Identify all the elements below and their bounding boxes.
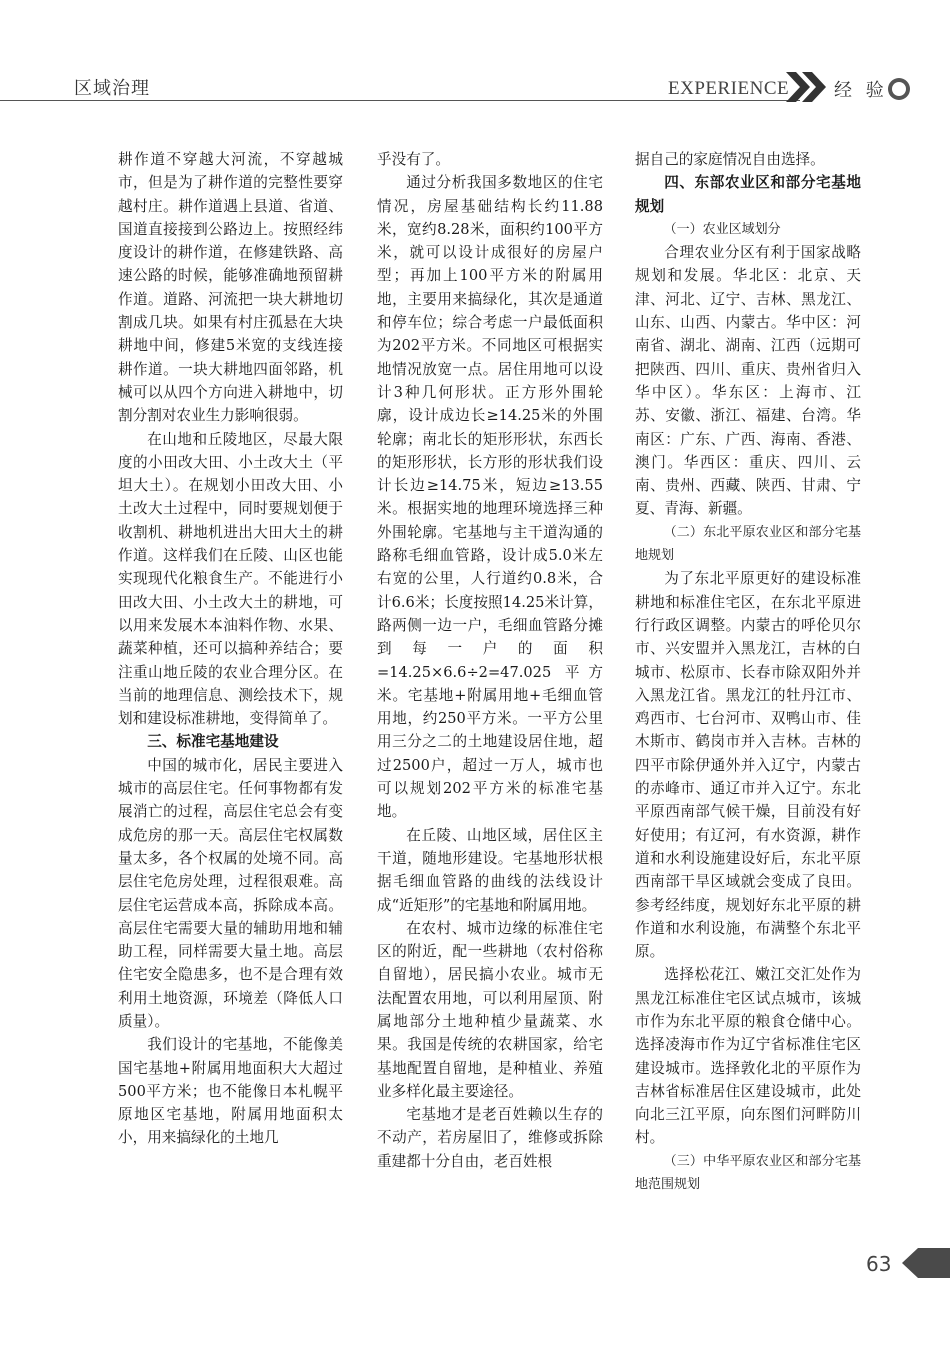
header-divider (0, 100, 800, 101)
section-heading: （一）农业区域划分 (663, 221, 781, 237)
article-column-2 (377, 148, 603, 1173)
body-paragraph: 宅基地才是老百姓赖以生存的不动产，若房屋旧了，维修或拆除重建都十分自由，老百姓根 (377, 1106, 603, 1170)
body-paragraph: 耕作道不穿越大河流，不穿越城市，但是为了耕作道的完整性要穿越村庄。耕作道遇上县道、省道、国道直接接到公路边上。按照经纬度设计的耕作道，在修建铁路、高速公路的时候，能够准确地预留耕作道。道路、河流把一块大耕地切割成几块。如果有村庄孤悬在大块耕地中间，修建5米宽的支线连接耕作道。一块大耕地四面邻路，机械可以从四个方向进入耕地中，切割分割对农业生力影响很弱。 (118, 151, 343, 425)
body-paragraph: 中国的城市化，居民主要进入城市的高层住宅。任何事物都有发展消亡的过程，高层住宅总会有变成危房的那一天。高层住宅权属数量太多，各个权属的处境不同。高层住宅危房处理，过程很艰难。高层住宅运营成本高，拆除成本高。高层住宅需要大量的辅助用地和辅助工程，同样需要大量土地。高层住宅安全隐患多，也不是合理有效利用土地资源，环境差（降低人口质量）。 (118, 756, 343, 1030)
body-paragraph: 在丘陵、山地区域，居住区主干道，随地形建设。宅基地形状根据毛细血管路的曲线的法线设计成“近矩形”的宅基地和附属用地。 (377, 826, 603, 914)
body-paragraph: 据自己的家庭情况自由选择。 (635, 151, 825, 168)
article-column-3 (635, 148, 861, 1196)
body-paragraph: 为了东北平原更好的建设标准耕地和标准住宅区，在东北平原进行行政区调整。内蒙古的呼伦贝尔市、兴安盟并入黑龙江，吉林的白城市、松原市、长春市除双阳外并入黑龙江省。黑龙江的牡丹江市、鸡西市、七台河市、双鸭山市、佳木斯市、鹤岗市并入吉林。吉林的四平市除伊通外并入辽宁，内蒙古的赤峰市、通辽市并入辽宁。东北平原西南部气候干燥，目前没有好好使用；有辽河，有水资源，耕作道和水利设施建设好后，东北平原西南部干旱区域就会变成了良田。参考经纬度，规划好东北平原的耕作道和水利设施，布满整个东北平原。 (635, 570, 861, 961)
category-label-cn: 经 验 (834, 80, 888, 101)
body-paragraph: 我们设计的宅基地，不能像美国宅基地+附属用地面积大大超过500平方米；也不能像日本札幌平原地区宅基地，附属用地面积太小，用来搞绿化的土地几 (118, 1036, 343, 1147)
section-heading: （二）东北平原农业区和部分宅基地规划 (635, 524, 861, 564)
body-paragraph: 通过分析我国多数地区的住宅情况，房屋基础结构长约11.88米，宽约8.28米，面积约100平方米，就可以设计成很好的房屋户型；再加上100平方米的附属用地，主要用来搞绿化，其次是通道和停车位；综合考虑一户最低面积为202平方米。不同地区可根据实地情况放宽一点。居住用地可以设计3种几何形状。正方形外围轮廓，设计成边长≥14.25米的外围轮廓；南北长的矩形形状，东西长的矩形形状，长方形的形状我们设计长边≥14.75米，短边≥13.55米。根据实地的地理环境选择三种外围轮廓。宅基地与主干道沟通的路称毛细血管路，设计成5.0米左右宽的公里，人行道约0.8米，合计6.6米；长度按照14.25米计算，路两侧一边一户，毛细血管路分摊到每一户的面积=14.25×6.6÷2=47.025 平方米。宅基地+附属用地+毛细血管用地，约250平方米。一平方公里用三分之二的土地建设居住地，超过2500户，超过一万人，城市也可以规划202平方米的标准宅基地。 (377, 174, 603, 821)
page-tab-arrow-icon (902, 1248, 950, 1278)
body-paragraph: 选择松花江、嫩江交汇处作为黑龙江标准住宅区试点城市，该城市作为东北平原的粮食仓储中心。选择凌海市作为辽宁省标准住宅区建设城市。选择敦化北的平原作为吉林省标准居住区建设城市，此处向北三江平原，向东图们河畔防川村。 (635, 966, 861, 1147)
circle-icon (888, 78, 910, 100)
body-paragraph: 乎没有了。 (377, 151, 450, 168)
body-paragraph: 在山地和丘陵地区，尽最大限度的小田改大田、小土改大土（平坦大土）。在规划小田改大田、小土改大土过程中，同时要规划便于收割机、耕地机进出大田大土的耕作道。这样我们在丘陵、山区也能实现现代化粮食生产。不能进行小田改大田、小土改大土的耕地，可以用来发展木本油料作物、水果、蔬菜种植，还可以搞种养结合；要注重山地丘陵的农业合理分区。在当前的地理信息、测绘技术下，规划和建设标准耕地，变得简单了。 (118, 430, 343, 728)
body-paragraph: 在农村、城市边缘的标准住宅区的附近，配一些耕地（农村俗称自留地），居民搞小农业。城市无法配置农用地，可以利用屋顶、附属地部分土地种植少量蔬菜、水果。我国是传统的农耕国家，给宅基地配置自留地，是种植业、养殖业多样化最主要途径。 (377, 919, 603, 1100)
section-heading: （三）中华平原农业区和部分宅基地范围规划 (635, 1153, 861, 1193)
double-chevron-icon (786, 72, 832, 102)
section-title: 区域治理 (74, 78, 150, 99)
section-heading: 三、标准宅基地建设 (147, 733, 279, 751)
page-number: 63 (866, 1252, 892, 1276)
body-paragraph: 合理农业分区有利于国家战略规划和发展。华北区：北京、天津、河北、辽宁、吉林、黑龙江、山东、山西、内蒙古。华中区：河南省、湖北、湖南、江西（远期可把陕西、四川、重庆、贵州省归入华中区）。华东区：上海市、江苏、安徽、浙江、福建、台湾。华南区：广东、广西、海南、香港、澳门。华西区：重庆、四川、云南、贵州、西藏、陕西、甘肃、宁夏、青海、新疆。 (635, 244, 861, 518)
category-label-en: EXPERIENCE (668, 78, 790, 99)
section-heading: 四、东部农业区和部分宅基地规划 (635, 174, 861, 215)
article-column-1 (118, 148, 343, 1150)
